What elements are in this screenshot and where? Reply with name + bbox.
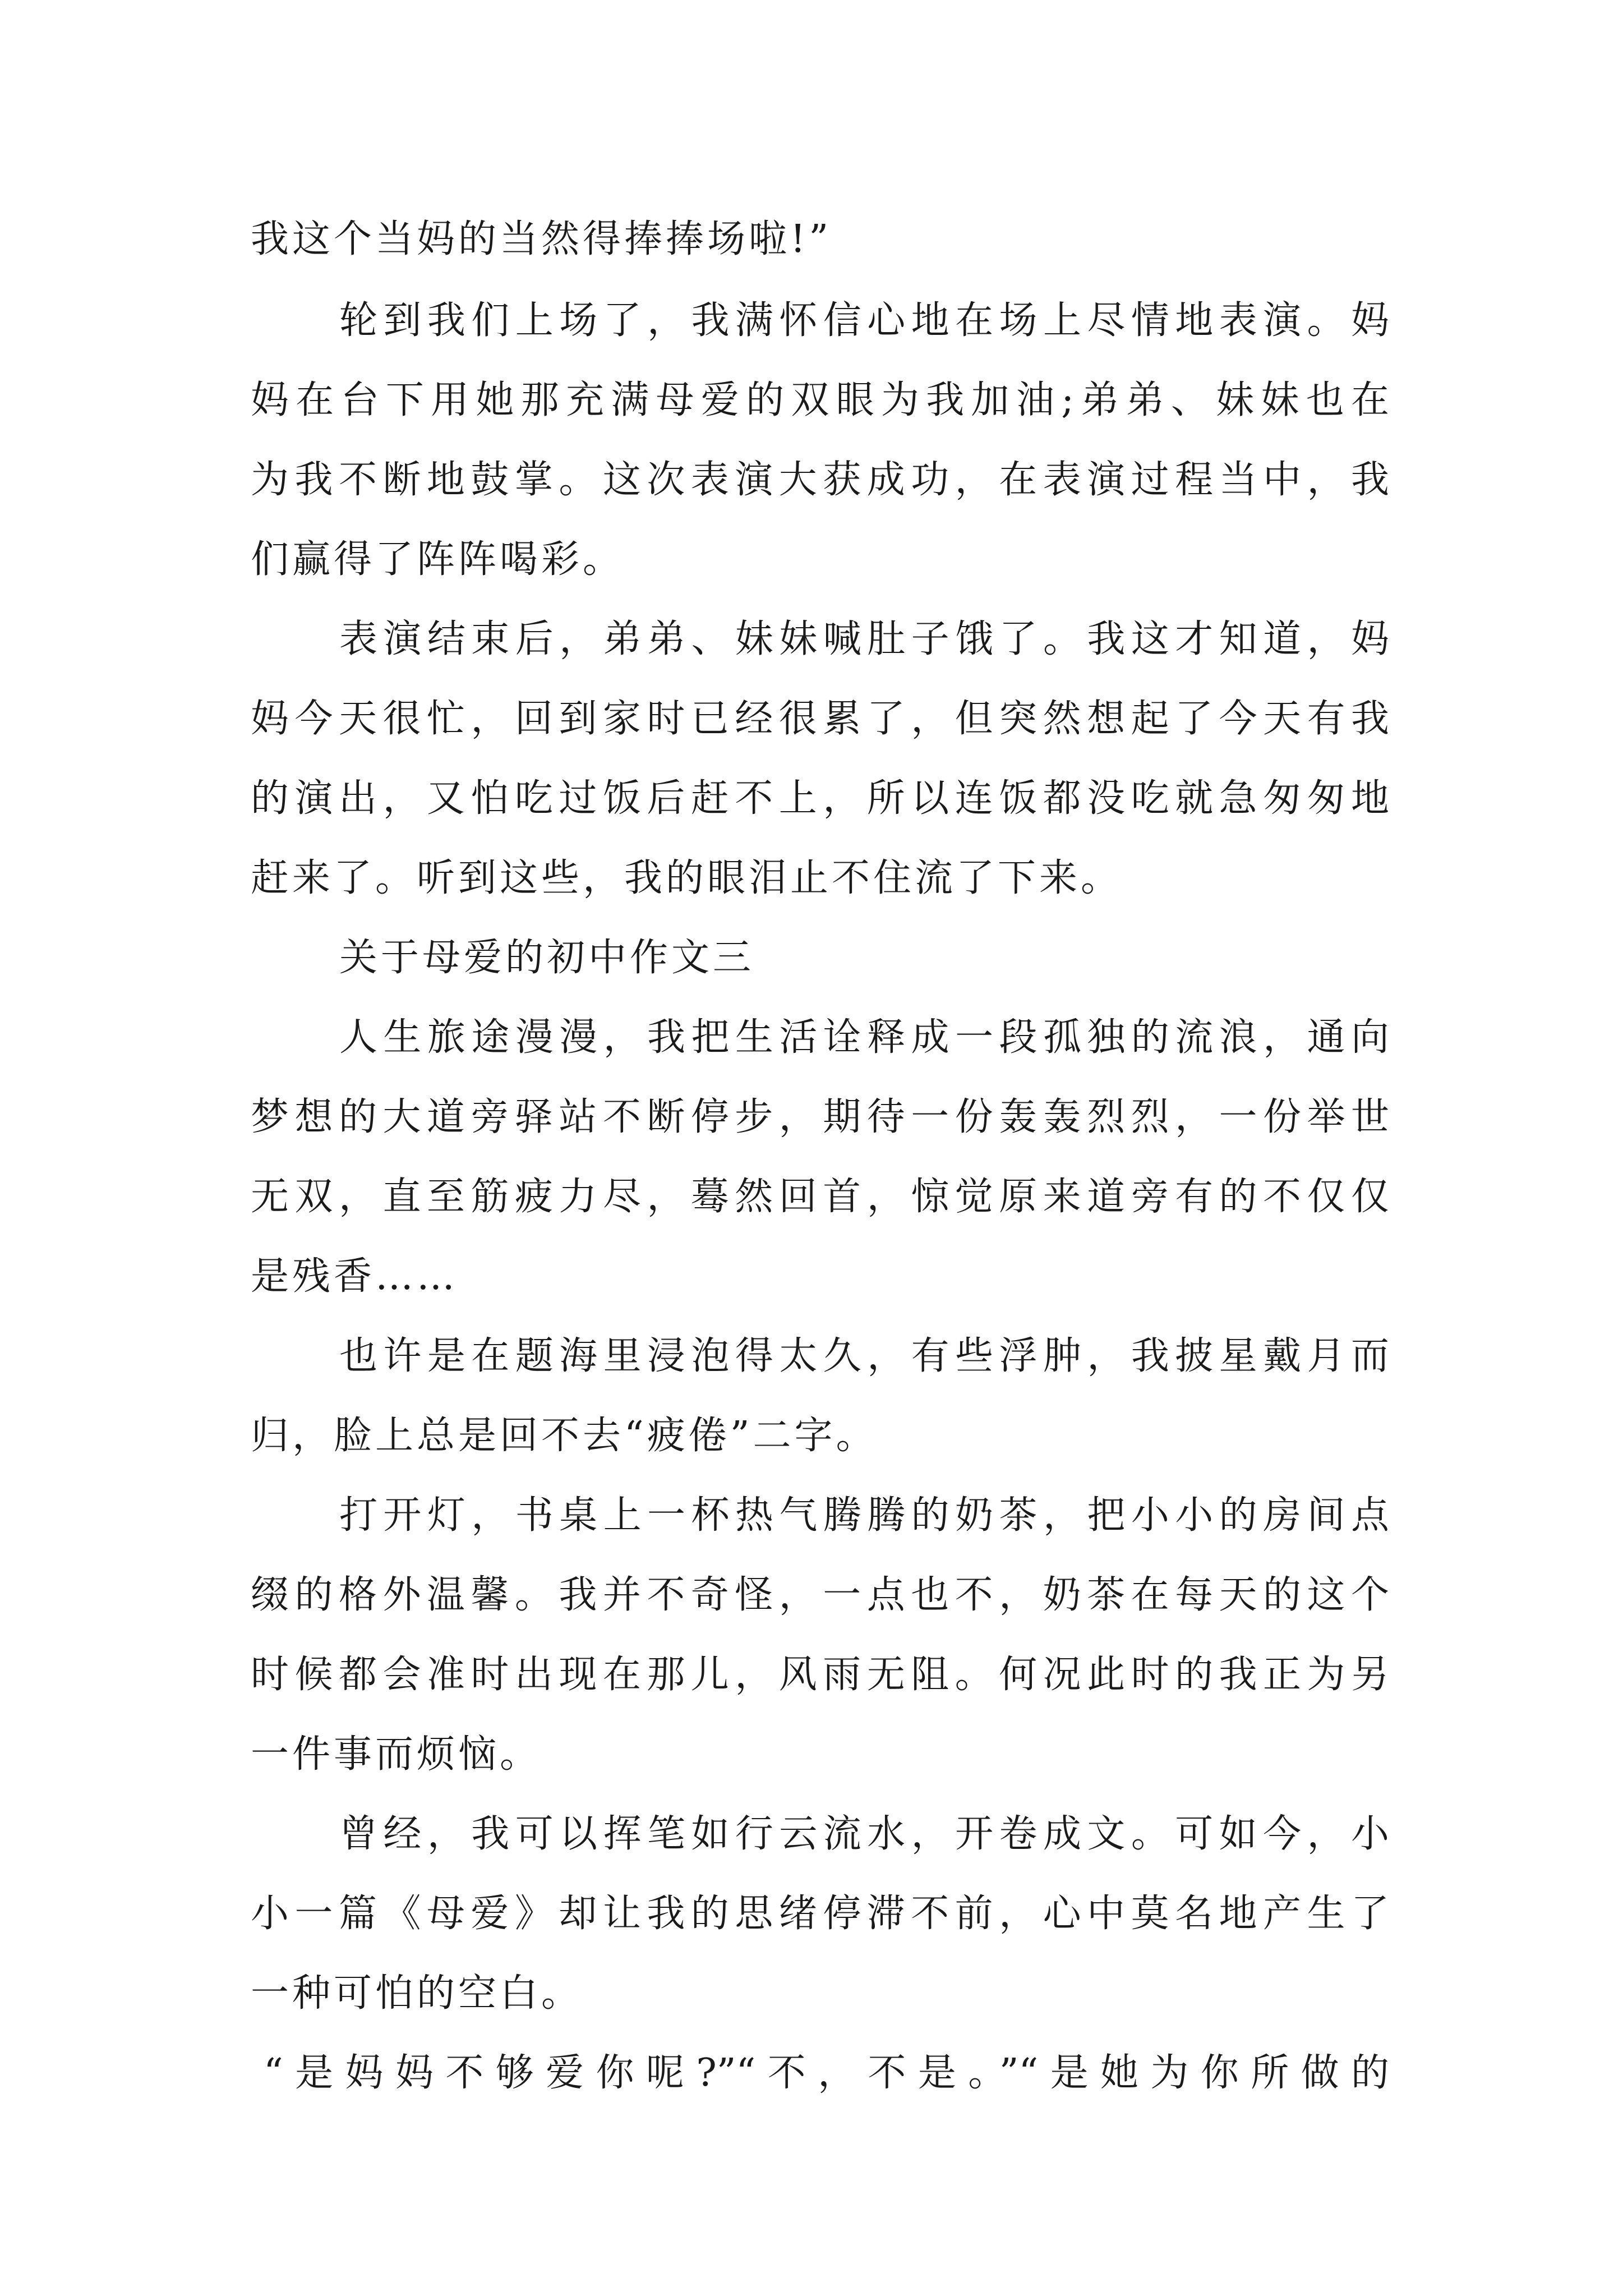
text-line: 为我不断地鼓掌。这次表演大获成功，在表演过程当中，我 — [251, 458, 1389, 502]
section-heading: 关于母爱的初中作文三 — [339, 936, 755, 980]
text-line: 梦想的大道旁驿站不断停步，期待一份轰轰烈烈，一份举世 — [251, 1095, 1389, 1139]
paragraph-first-line: 轮到我们上场了，我满怀信心地在场上尽情地表演。妈 — [339, 298, 1389, 343]
text-line: 是残香…… — [251, 1254, 459, 1299]
text-line: 我这个当妈的当然得捧捧场啦!” — [251, 217, 832, 261]
paragraph-first-line: 人生旅途漫漫，我把生活诠释成一段孤独的流浪，通向 — [339, 1015, 1389, 1060]
paragraph-first-line: 表演结束后，弟弟、妹妹喊肚子饿了。我这才知道，妈 — [339, 617, 1389, 661]
text-line: 小一篇《母爱》却让我的思绪停滞不前，心中莫名地产生了 — [251, 1892, 1389, 1936]
text-line: 妈今天很忙，回到家时已经很累了，但突然想起了今天有我 — [251, 697, 1389, 741]
paragraph-first-line: 打开灯，书桌上一杯热气腾腾的奶茶，把小小的房间点 — [339, 1493, 1389, 1538]
text-line: 缀的格外温馨。我并不奇怪，一点也不，奶茶在每天的这个 — [251, 1573, 1389, 1617]
text-line: 一种可怕的空白。 — [251, 1971, 583, 2016]
text-line: 赶来了。听到这些，我的眼泪止不住流了下来。 — [251, 856, 1123, 900]
text-line: 妈在台下用她那充满母爱的双眼为我加油;弟弟、妹妹也在 — [251, 378, 1389, 422]
paragraph-first-line: 曾经，我可以挥笔如行云流水，开卷成文。可如今，小 — [339, 1812, 1389, 1856]
text-line: 们赢得了阵阵喝彩。 — [251, 537, 625, 582]
text-line: 一件事而烦恼。 — [251, 1732, 542, 1777]
paragraph-first-line: “是妈妈不够爱你呢?”“不，不是。”“是她为你所做的 — [264, 2051, 1389, 2095]
text-line: 的演出，又怕吃过饭后赶不上，所以连饭都没吃就急匆匆地 — [251, 776, 1389, 821]
text-line: 无双，直至筋疲力尽，蓦然回首，惊觉原来道旁有的不仅仅 — [251, 1175, 1389, 1219]
text-line: 时候都会准时出现在那儿，风雨无阻。何况此时的我正为另 — [251, 1653, 1389, 1697]
paragraph-first-line: 也许是在题海里浸泡得太久，有些浮肿，我披星戴月而 — [339, 1334, 1389, 1378]
text-line: 归，脸上总是回不去“疲倦”二字。 — [251, 1414, 878, 1458]
